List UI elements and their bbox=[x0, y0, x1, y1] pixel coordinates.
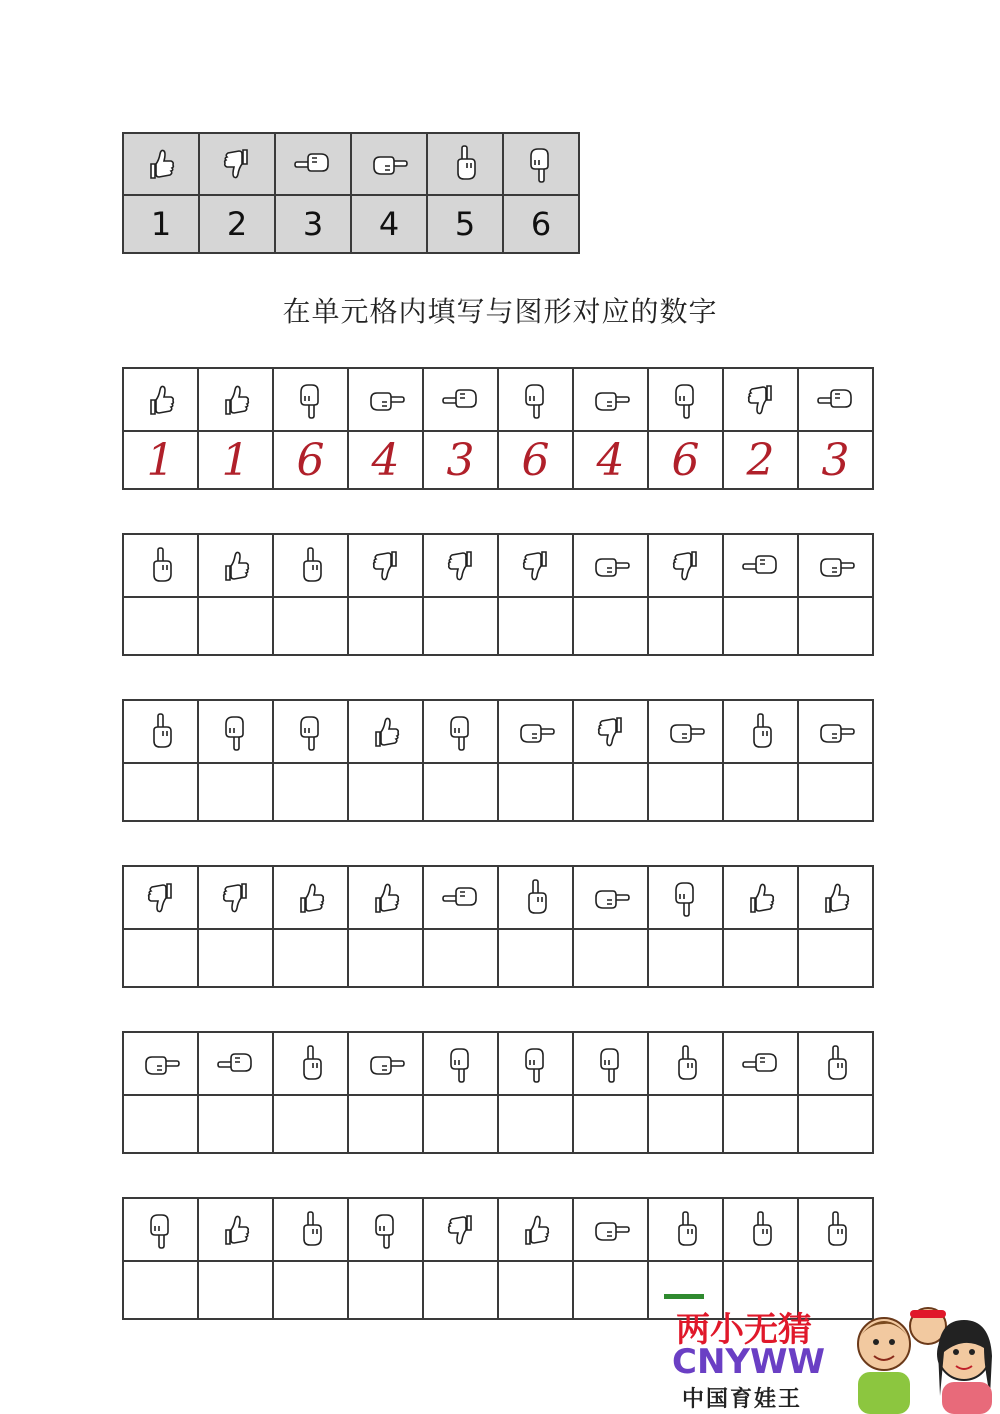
point-down-icon bbox=[291, 712, 331, 752]
exercise-icon-cell bbox=[498, 534, 573, 597]
exercise-icon-cell bbox=[123, 368, 198, 431]
point-left-icon bbox=[741, 1044, 781, 1084]
exercise-icon-cell bbox=[423, 700, 498, 763]
point-down-icon bbox=[441, 712, 481, 752]
family-illustration-icon bbox=[844, 1296, 1000, 1414]
answer-cell[interactable] bbox=[573, 431, 648, 489]
thumbs-up-icon bbox=[141, 380, 181, 420]
exercise-icon-cell bbox=[798, 534, 873, 597]
legend-number-cell: 1 bbox=[123, 195, 199, 253]
point-right-icon bbox=[816, 546, 856, 586]
answer-cell[interactable] bbox=[798, 597, 873, 655]
answer-cell[interactable] bbox=[348, 1261, 423, 1319]
answer-cell[interactable] bbox=[423, 1095, 498, 1153]
legend-number-cell: 5 bbox=[427, 195, 503, 253]
answer-cell[interactable] bbox=[573, 929, 648, 987]
exercise-icon-cell bbox=[498, 1032, 573, 1095]
answer-digit: 1 bbox=[221, 434, 250, 486]
point-down-icon bbox=[516, 380, 556, 420]
exercise-icon-cell bbox=[273, 368, 348, 431]
exercise-icon-row bbox=[123, 368, 873, 431]
thumbs-up-icon bbox=[516, 1210, 556, 1250]
exercise-icon-cell bbox=[123, 700, 198, 763]
point-right-icon bbox=[666, 712, 706, 752]
answer-cell[interactable] bbox=[648, 597, 723, 655]
legend-icon-cell bbox=[427, 133, 503, 195]
exercise-icon-row bbox=[123, 700, 873, 763]
exercise-icon-cell bbox=[198, 1032, 273, 1095]
answer-cell[interactable] bbox=[348, 1095, 423, 1153]
answer-cell[interactable] bbox=[273, 597, 348, 655]
exercise-icon-cell bbox=[198, 534, 273, 597]
point-left-icon bbox=[816, 380, 856, 420]
answer-digit: 4 bbox=[371, 434, 400, 486]
exercise-icon-cell bbox=[348, 1198, 423, 1261]
answer-cell[interactable] bbox=[273, 763, 348, 821]
answer-cell[interactable] bbox=[273, 1261, 348, 1319]
exercise-answer-row bbox=[123, 431, 873, 489]
answer-cell[interactable] bbox=[198, 431, 273, 489]
thumbs-up-icon bbox=[141, 144, 181, 184]
answer-cell[interactable] bbox=[723, 763, 798, 821]
exercise-table bbox=[122, 699, 874, 822]
answer-digit: 4 bbox=[596, 434, 625, 486]
exercise-icon-cell bbox=[573, 866, 648, 929]
exercise-icon-cell bbox=[498, 368, 573, 431]
point-up-icon bbox=[666, 1044, 706, 1084]
point-left-icon bbox=[293, 144, 333, 184]
point-down-icon bbox=[666, 878, 706, 918]
exercise-icon-cell bbox=[423, 866, 498, 929]
answer-cell[interactable] bbox=[348, 431, 423, 489]
thumbs-up-icon bbox=[741, 878, 781, 918]
exercise-icon-cell bbox=[798, 1198, 873, 1261]
point-right-icon bbox=[366, 380, 406, 420]
exercise-icon-cell bbox=[573, 368, 648, 431]
exercise-icon-cell bbox=[348, 1032, 423, 1095]
answer-cell[interactable] bbox=[423, 929, 498, 987]
exercise-icon-cell bbox=[423, 534, 498, 597]
exercise-icon-cell bbox=[123, 534, 198, 597]
point-up-icon bbox=[141, 546, 181, 586]
exercise-table bbox=[122, 1031, 874, 1154]
point-right-icon bbox=[591, 380, 631, 420]
exercise-icon-cell bbox=[648, 700, 723, 763]
answer-cell[interactable] bbox=[648, 929, 723, 987]
answer-cell[interactable] bbox=[798, 431, 873, 489]
answer-cell[interactable] bbox=[273, 1095, 348, 1153]
point-up-icon bbox=[741, 1210, 781, 1250]
exercise-icon-cell bbox=[423, 368, 498, 431]
answer-cell[interactable] bbox=[423, 597, 498, 655]
answer-digit: 1 bbox=[146, 434, 175, 486]
exercise-icon-cell bbox=[798, 866, 873, 929]
exercise-icon-cell bbox=[648, 368, 723, 431]
point-right-icon bbox=[141, 1044, 181, 1084]
instruction-title: 在单元格内填写与图形对应的数字 bbox=[282, 295, 718, 328]
exercise-icon-cell bbox=[273, 1198, 348, 1261]
answer-cell[interactable] bbox=[723, 1095, 798, 1153]
exercise-icon-cell bbox=[723, 866, 798, 929]
exercise-icon-cell bbox=[348, 700, 423, 763]
answer-digit: 2 bbox=[746, 434, 775, 486]
point-up-icon bbox=[445, 144, 485, 184]
answer-cell[interactable] bbox=[198, 763, 273, 821]
point-right-icon bbox=[366, 1044, 406, 1084]
point-right-icon bbox=[591, 878, 631, 918]
exercise-icon-cell bbox=[198, 1198, 273, 1261]
brand-logo bbox=[664, 1294, 1000, 1414]
exercise-icon-row bbox=[123, 1032, 873, 1095]
exercise-icon-cell bbox=[573, 1032, 648, 1095]
answer-cell[interactable] bbox=[198, 929, 273, 987]
answer-cell[interactable] bbox=[198, 597, 273, 655]
point-up-icon bbox=[816, 1210, 856, 1250]
exercise-icon-cell bbox=[723, 1032, 798, 1095]
exercise-icon-cell bbox=[273, 534, 348, 597]
logo-letters: CNYWW bbox=[672, 1342, 826, 1382]
point-down-icon bbox=[521, 144, 561, 184]
answer-cell[interactable] bbox=[498, 763, 573, 821]
answer-cell[interactable] bbox=[498, 929, 573, 987]
legend-icon-cell bbox=[199, 133, 275, 195]
answer-cell[interactable] bbox=[123, 1095, 198, 1153]
point-down-icon bbox=[366, 1210, 406, 1250]
logo-subtitle: 中国育娃王 bbox=[682, 1387, 803, 1412]
point-right-icon bbox=[591, 1210, 631, 1250]
thumbs-up-icon bbox=[291, 878, 331, 918]
answer-cell[interactable] bbox=[123, 1261, 198, 1319]
thumbs-down-icon bbox=[141, 878, 181, 918]
answer-cell[interactable] bbox=[348, 597, 423, 655]
answer-cell[interactable] bbox=[423, 1261, 498, 1319]
exercise-icon-cell bbox=[423, 1032, 498, 1095]
thumbs-down-icon bbox=[516, 546, 556, 586]
logo-bar bbox=[664, 1294, 704, 1299]
exercise-icon-cell bbox=[723, 368, 798, 431]
exercise-icon-cell bbox=[273, 700, 348, 763]
exercise-icon-cell bbox=[798, 368, 873, 431]
exercise-icon-cell bbox=[573, 534, 648, 597]
exercise-icon-row bbox=[123, 866, 873, 929]
answer-cell[interactable] bbox=[573, 1095, 648, 1153]
answer-cell[interactable] bbox=[498, 1261, 573, 1319]
exercise-icon-cell bbox=[348, 866, 423, 929]
answer-cell[interactable] bbox=[798, 929, 873, 987]
answer-cell[interactable] bbox=[348, 763, 423, 821]
exercise-table bbox=[122, 865, 874, 988]
exercise-icon-cell bbox=[498, 700, 573, 763]
point-left-icon bbox=[441, 380, 481, 420]
answer-cell[interactable] bbox=[123, 431, 198, 489]
exercise-icon-cell bbox=[648, 534, 723, 597]
point-up-icon bbox=[741, 712, 781, 752]
legend-icon-cell bbox=[275, 133, 351, 195]
legend-number-cell: 4 bbox=[351, 195, 427, 253]
point-right-icon bbox=[816, 712, 856, 752]
exercise-answer-row bbox=[123, 1095, 873, 1153]
thumbs-up-icon bbox=[216, 546, 256, 586]
thumbs-up-icon bbox=[816, 878, 856, 918]
exercise-icon-cell bbox=[123, 1032, 198, 1095]
answer-cell[interactable] bbox=[498, 1095, 573, 1153]
legend-icon-cell bbox=[503, 133, 579, 195]
exercise-icon-cell bbox=[498, 1198, 573, 1261]
exercise-icon-cell bbox=[573, 1198, 648, 1261]
exercise-icon-cell bbox=[648, 1032, 723, 1095]
answer-cell[interactable] bbox=[798, 1095, 873, 1153]
answer-cell[interactable] bbox=[723, 929, 798, 987]
exercise-icon-cell bbox=[798, 1032, 873, 1095]
legend-number-cell: 3 bbox=[275, 195, 351, 253]
answer-cell[interactable] bbox=[123, 929, 198, 987]
point-down-icon bbox=[291, 380, 331, 420]
point-down-icon bbox=[216, 712, 256, 752]
thumbs-down-icon bbox=[441, 546, 481, 586]
answer-cell[interactable] bbox=[723, 597, 798, 655]
point-left-icon bbox=[216, 1044, 256, 1084]
point-down-icon bbox=[141, 1210, 181, 1250]
legend-number-row bbox=[123, 195, 579, 253]
exercise-icon-cell bbox=[273, 1032, 348, 1095]
answer-cell[interactable] bbox=[648, 431, 723, 489]
legend-number-cell: 6 bbox=[503, 195, 579, 253]
point-down-icon bbox=[666, 380, 706, 420]
exercise-icon-cell bbox=[198, 866, 273, 929]
point-up-icon bbox=[666, 1210, 706, 1250]
exercise-answer-row bbox=[123, 929, 873, 987]
point-left-icon bbox=[441, 878, 481, 918]
exercise-icon-cell bbox=[723, 1198, 798, 1261]
exercise-icon-cell bbox=[273, 866, 348, 929]
point-up-icon bbox=[516, 878, 556, 918]
answer-cell[interactable] bbox=[723, 431, 798, 489]
answer-cell[interactable] bbox=[123, 763, 198, 821]
thumbs-down-icon bbox=[441, 1210, 481, 1250]
exercise-icon-cell bbox=[123, 866, 198, 929]
answer-digit: 6 bbox=[671, 434, 700, 486]
exercise-icon-cell bbox=[198, 700, 273, 763]
answer-cell[interactable] bbox=[273, 929, 348, 987]
exercise-icon-cell bbox=[648, 1198, 723, 1261]
exercise-icon-row bbox=[123, 1198, 873, 1261]
answer-cell[interactable] bbox=[648, 1095, 723, 1153]
exercise-icon-cell bbox=[123, 1198, 198, 1261]
exercise-icon-cell bbox=[798, 700, 873, 763]
answer-digit: 3 bbox=[821, 434, 850, 486]
exercise-icon-cell bbox=[198, 368, 273, 431]
exercise-icon-cell bbox=[423, 1198, 498, 1261]
point-down-icon bbox=[591, 1044, 631, 1084]
exercise-icon-cell bbox=[348, 368, 423, 431]
point-down-icon bbox=[516, 1044, 556, 1084]
point-up-icon bbox=[291, 546, 331, 586]
thumbs-down-icon bbox=[741, 380, 781, 420]
thumbs-up-icon bbox=[216, 380, 256, 420]
thumbs-down-icon bbox=[366, 546, 406, 586]
answer-cell[interactable] bbox=[573, 1261, 648, 1319]
answer-digit: 6 bbox=[296, 434, 325, 486]
exercise-answer-row bbox=[123, 597, 873, 655]
thumbs-up-icon bbox=[366, 878, 406, 918]
legend-icon-cell bbox=[123, 133, 199, 195]
thumbs-down-icon bbox=[591, 712, 631, 752]
answer-digit: 6 bbox=[521, 434, 550, 486]
point-right-icon bbox=[591, 546, 631, 586]
exercise-icon-cell bbox=[723, 534, 798, 597]
point-up-icon bbox=[816, 1044, 856, 1084]
point-up-icon bbox=[141, 712, 181, 752]
point-down-icon bbox=[441, 1044, 481, 1084]
legend-table bbox=[122, 132, 580, 254]
legend-number-cell: 2 bbox=[199, 195, 275, 253]
thumbs-down-icon bbox=[666, 546, 706, 586]
exercise-icon-cell bbox=[498, 866, 573, 929]
answer-cell[interactable] bbox=[573, 597, 648, 655]
answer-cell[interactable] bbox=[348, 929, 423, 987]
answer-cell[interactable] bbox=[123, 597, 198, 655]
point-right-icon bbox=[516, 712, 556, 752]
answer-cell[interactable] bbox=[198, 1095, 273, 1153]
exercise-icon-cell bbox=[348, 534, 423, 597]
exercise-icon-cell bbox=[648, 866, 723, 929]
point-right-icon bbox=[369, 144, 409, 184]
thumbs-down-icon bbox=[216, 878, 256, 918]
thumbs-down-icon bbox=[217, 144, 257, 184]
answer-cell[interactable] bbox=[498, 597, 573, 655]
exercise-icon-cell bbox=[723, 700, 798, 763]
answer-cell[interactable] bbox=[648, 763, 723, 821]
exercise-table bbox=[122, 367, 874, 490]
answer-cell[interactable] bbox=[798, 763, 873, 821]
legend-icon-row bbox=[123, 133, 579, 195]
exercise-icon-cell bbox=[573, 700, 648, 763]
thumbs-up-icon bbox=[366, 712, 406, 752]
answer-cell[interactable] bbox=[198, 1261, 273, 1319]
thumbs-up-icon bbox=[216, 1210, 256, 1250]
answer-cell[interactable] bbox=[423, 431, 498, 489]
legend-icon-cell bbox=[351, 133, 427, 195]
exercise-table bbox=[122, 533, 874, 656]
exercise-icon-row bbox=[123, 534, 873, 597]
answer-cell[interactable] bbox=[498, 431, 573, 489]
point-left-icon bbox=[741, 546, 781, 586]
point-up-icon bbox=[291, 1044, 331, 1084]
logo-title: 两小无猜 bbox=[676, 1310, 812, 1350]
answer-cell[interactable] bbox=[423, 763, 498, 821]
exercise-answer-row bbox=[123, 763, 873, 821]
point-up-icon bbox=[291, 1210, 331, 1250]
answer-cell[interactable] bbox=[273, 431, 348, 489]
answer-cell[interactable] bbox=[573, 763, 648, 821]
answer-digit: 3 bbox=[446, 434, 475, 486]
